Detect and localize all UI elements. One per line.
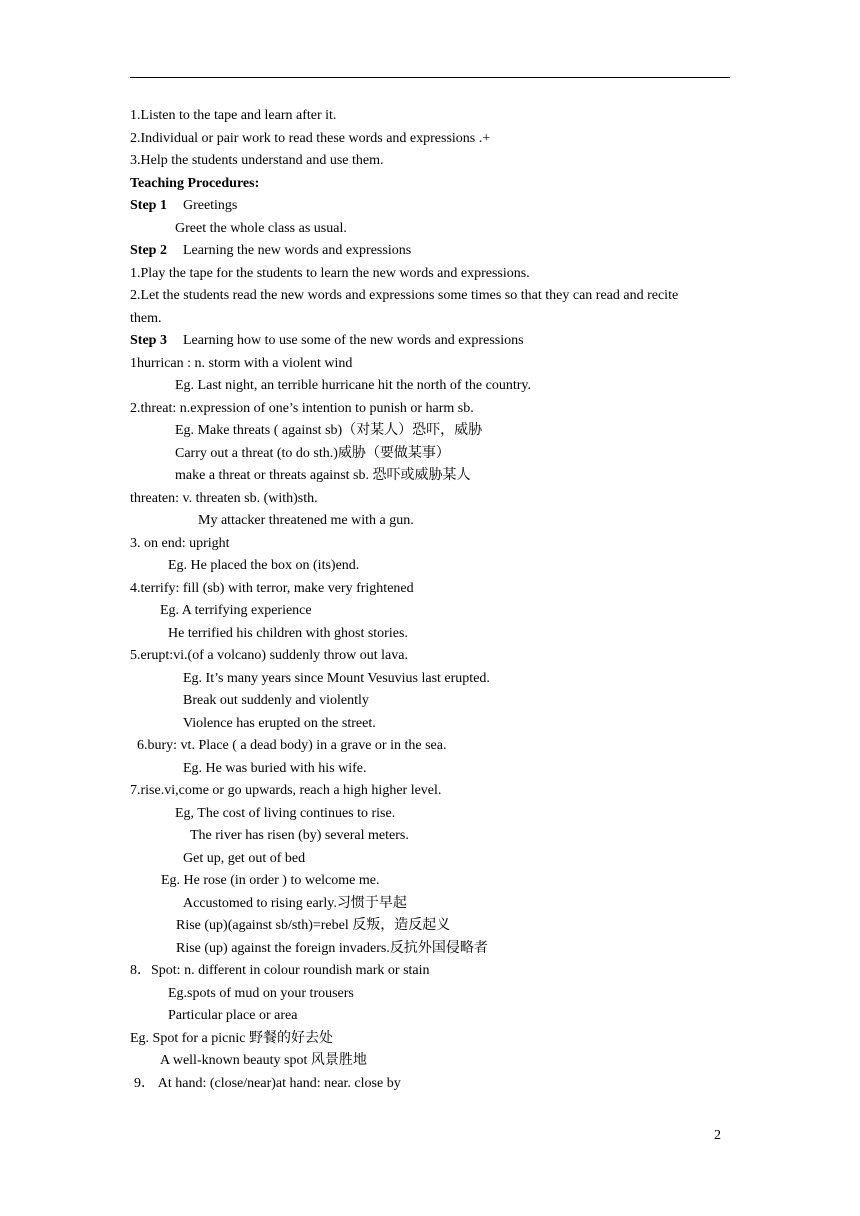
example-line: Eg. Last night, an terrible hurricane hit the north of the country. xyxy=(175,378,531,393)
text-line: 2.Let the students read the new words and expressions some times so that they can read and recite xyxy=(130,288,679,303)
example-line: A well-known beauty spot 风景胜地 xyxy=(160,1053,367,1068)
step-line xyxy=(130,331,524,351)
example-line: He terrified his children with ghost stories. xyxy=(168,625,408,641)
example-line: Eg. Spot for a picnic 野餐的好去处 xyxy=(130,1030,333,1046)
text-line: Greet the whole class as usual. xyxy=(175,220,347,236)
vocab-entry: 9． At hand: (close/near)at hand: near. close by xyxy=(134,1075,401,1091)
step-label: Step 2 xyxy=(130,243,167,258)
example-line: Eg. He was buried with his wife. xyxy=(183,760,367,776)
vocab-entry: 3. on end: upright xyxy=(130,535,230,551)
page-number: 2 xyxy=(714,1128,721,1143)
text-line: them. xyxy=(130,310,162,326)
step-title: Learning the new words and expressions xyxy=(182,243,412,258)
example-line: My attacker threatened me with a gun. xyxy=(198,513,414,528)
objective-line: 1.Listen to the tape and learn after it. xyxy=(130,108,337,123)
step-label: Step 3 xyxy=(130,333,167,348)
example-line: Get up, get out of bed xyxy=(183,850,306,866)
step-title: Greetings xyxy=(182,198,238,213)
example-line: Eg. A terrifying experience xyxy=(160,603,312,618)
example-line: Carry out a threat (to do sth.)威胁（要做某事） xyxy=(175,445,450,461)
example-line: Eg. He placed the box on (its)end. xyxy=(168,558,360,573)
example-line: Particular place or area xyxy=(168,1008,298,1023)
example-line: Eg. He rose (in order ) to welcome me. xyxy=(161,873,380,888)
example-line: Violence has erupted on the street. xyxy=(183,715,376,731)
vocab-entry: 7.rise.vi,come or go upwards, reach a high higher level. xyxy=(130,783,442,798)
vocab-entry: 5.erupt:vi.(of a volcano) suddenly throw out lava. xyxy=(130,648,408,663)
example-line: Eg. It’s many years since Mount Vesuvius last erupted. xyxy=(183,670,490,686)
example-line: The river has risen (by) several meters. xyxy=(190,828,409,843)
vocab-entry: 8．Spot: n. different in colour roundish mark or stain xyxy=(130,963,430,978)
vocab-entry: 6.bury: vt. Place ( a dead body) in a grave or in the sea. xyxy=(137,738,447,753)
example-line: Eg, The cost of living continues to rise. xyxy=(175,805,396,821)
step-line xyxy=(130,196,237,216)
step-label: Step 1 xyxy=(130,198,167,213)
step-title: Learning how to use some of the new words and expressions xyxy=(182,333,524,348)
example-line: Accustomed to rising early.习惯于早起 xyxy=(183,895,407,911)
example-line: Eg.spots of mud on your trousers xyxy=(168,985,354,1001)
objective-line: 2.Individual or pair work to read these words and expressions .+ xyxy=(130,130,491,146)
vocab-entry: 1hurrican : n. storm with a violent wind xyxy=(130,355,353,371)
section-heading: Teaching Procedures: xyxy=(130,175,260,191)
example-line: Break out suddenly and violently xyxy=(183,693,369,708)
example-line: make a threat or threats against sb. 恐吓或威胁某人 xyxy=(175,468,471,483)
header-rule xyxy=(130,77,730,78)
vocab-entry: 2.threat: n.expression of one’s intention to punish or harm sb. xyxy=(130,400,474,416)
text-line: 1.Play the tape for the students to learn the new words and expressions. xyxy=(130,265,530,281)
example-line: Rise (up)(against sb/sth)=rebel 反叛，造反起义 xyxy=(176,918,451,933)
vocab-entry: 4.terrify: fill (sb) with terror, make very frightened xyxy=(130,580,414,596)
objective-line: 3.Help the students understand and use them. xyxy=(130,153,384,168)
example-line: Eg. Make threats ( against sb)（对某人）恐吓，威胁 xyxy=(175,423,483,438)
step-line xyxy=(130,241,411,261)
vocab-entry: threaten: v. threaten sb. (with)sth. xyxy=(130,490,318,506)
example-line: Rise (up) against the foreign invaders.反抗外国侵略者 xyxy=(176,940,488,956)
